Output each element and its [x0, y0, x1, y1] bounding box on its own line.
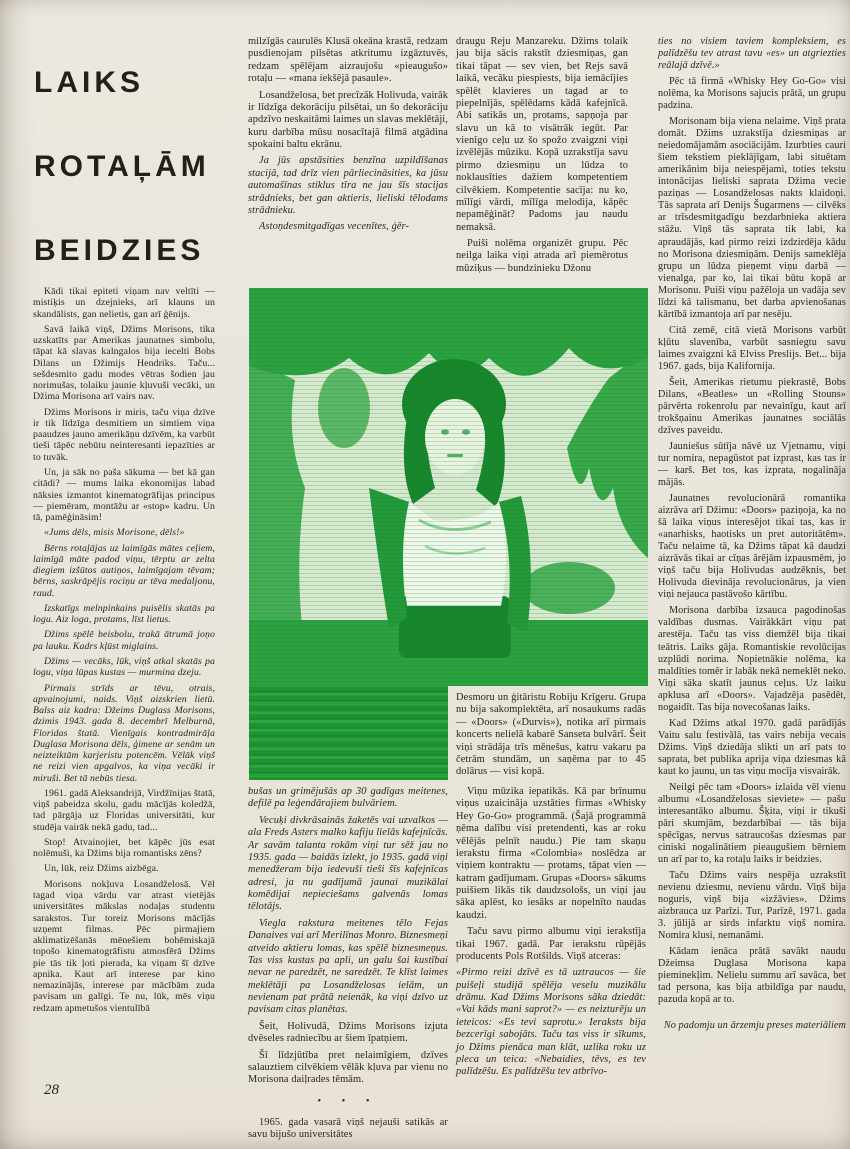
paragraph: Morisonam bija viena nelaime. Viņš prata domāt. Džims uzrakstīja dziesmiņas ar neiedomājamām asociācijām. Izurbties cauri šiem tekstiem pieklājīgam, labi situētam amerikānim bija neiespējami, toties tekstu intonācijas lieliski saprata Džima vecie paziņas — Losandželosas nakts klaidoņi. Tās saprata arī Denijs Šugarmens — cilvēks ar trīsdesmitgadīgu bezdarbnieka aktiera stāžu. Viņš tās saprata tik labi, ka apraudājās, kad pirmo reizi izdzirdēja kādu no Morisona dziesmiņām. Denijs sameklēja grupu un lūdza pieņemt viņu darbā — vienalga, par ko, lai tikai būtu kopā ar Morisonu. Puiši viņu pažēloja un vadāja sev līdzi kā talismanu, bet darba apvienošanas kārtībā izmantoja arī par nesēju. — [658, 116, 846, 320]
paragraph: Pirmais strīds ar tēvu, otrais, apvainojumi, naids. Viņš aizskrien lietū. Balss aiz kadra: Džeims Duglass Morisons, dzimis 1943. gada 8. decembrī Melburnā, Floridas štatā. Vienīgais kontradmirāļa Duglasa Morisona dēls, ģimene ar senām un neizteiktām karjeristu potencēm. Vēlāk viņš ne reizi vien apgalvos, ka viņa vecāki ir miruši. Bet tā nebūs tiesa. — [33, 682, 215, 784]
column-3-below-photo — [456, 692, 646, 780]
paragraph: Vecuķi divkrāsainās žaketēs vai uzvalkos — ala Freds Asters malko kafiju lielās kafejnīcās. Ar savām talanta rokām viņi tur sēž jau no 1935. gada — baidās izlekt, jo 1935. gadā viņi menedžeram bija iedevuši tieši šīs kafejnīcas adresi, ja nu gadījumā jaunai muzikālai komēdijai nepieciešams galvenās lomas tēlotājs. — [248, 814, 448, 913]
paragraph: Bērns rotaļājas uz laimīgās mātes ceļiem, laimīgā māte padod viņu, tērptu ar zelta diegiem izšūtos autiņos, laimīgajam tēvam; bērns, saskrāpējis rociņu ar tēva medaljonu, raud. — [33, 542, 215, 599]
paragraph: No padomju un ārzemju preses materiāliem — [663, 1020, 846, 1032]
paragraph: draugu Reju Manzareku. Džims tolaik jau bija sācis rakstīt dziesmiņas, gan tikai tāpat — sev vien, bet Rejs savā laikā, vecāku piespiests, bija iemācījies spēlēt klavieres un tagad ar to piepelnījās, spēlēdams kādā kafejnīcā. Abi satikās un, protams, sapņoja par slavu un kā to visātrāk iegūt. Par vienīgo ceļu uz šo spožo zvaigzni viņi izvēlējās mūziku. Kopā uzrakstīja savu pirmo dziesmiņu un lūdza to noklausīties dažiem kompetentiem cilvēkiem. Kompetentie sacīja: nu ko, mīlīgi vārdi, mīlīga melodija, kāpēc nepamēģināt? Padoms jau naudu nemaksā. — [456, 36, 628, 233]
headline-line: BEIDZIES — [34, 234, 205, 267]
morrison-photo-lower-strip — [249, 686, 448, 780]
paragraph: 1965. gada vasarā viņš nejauši satikās ar savu bijušo universitātes — [248, 1117, 448, 1141]
page-number: 28 — [44, 1082, 59, 1098]
paragraph: Losandželosa, bet precīzāk Holivuda, vairāk ir līdzīga dekorāciju pilsētai, un šo dekorāciju apdzīvo neskaitāmi laimes un slavas meklētāji, kuru darbība mūsu nosacītajā filmā atgādina spokaini baltu ekrānu. — [248, 89, 448, 150]
paragraph: Džims Morisons ir miris, taču viņa dzīve ir tik līdzīga desmitiem un simtiem viņa paaudzes jauno amerikāņu dzīvēm, ka varbūt tieši tāpēc nebūtu neinteresanti iepazīties ar to tuvāk. — [33, 406, 215, 463]
morrison-photo — [249, 288, 648, 686]
paragraph: «Pirmo reizi dzīvē es tā uztraucos — šie puišeļi studijā spēlēja veselu muzikālu drāmu. Kad Džims Morisons sāka dziedāt: «Vai kāds mani saprot?» — es neizturēju un ieteicos: «Es tevi saprotu.» Ieraksts bija bezcerīgi sabojāts. Taču tas viss ir sīkums, jo Džims pienāca man klāt, uzlika roku uz pleca un teica: «Nebaidies, tēvs, es tev palīdzēšu. Es palīdzēšu tev atbrīvo- — [456, 967, 646, 1078]
paragraph: Un, ja sāk no paša sākuma — bet kā gan citādi? — mums laika ekonomijas labad nāksies izmantot kinematogrāfijas principus — piemēram, montāžu ar «stop» kadru. Un tā, pamēģināsim! — [33, 466, 215, 524]
paragraph: Un, lūk, reiz Džims aizbēga. — [44, 863, 159, 875]
headline-line: ROTAĻĀM — [34, 150, 210, 183]
paragraph: Šeit, Holivudā, Džims Morisons izjuta dvēseles radniecību ar šiem īpatņiem. — [248, 1020, 448, 1045]
paragraph: «Jums dēls, misis Morisone, dēls!» — [44, 527, 185, 539]
paragraph: Džims spēlē beisbolu, trakā ātrumā joņo pa lauku. Kadrs kļūst miglains. — [33, 629, 215, 652]
paragraph: Izskatīgs melnpinkains puisēlis skatās pa logu. Aiz loga, protams, līst lietus. — [33, 602, 215, 626]
paragraph: Jaunatnes revolucionārā romantika aizrāva arī Džimu: «Doors» paziņoja, ka no šā laika viņus interesējot tikai tas, kas ir «anarhisks, haotisks un pret autoritātēm». Taču nelaime tā, ka Džims tāpat kā daudzi aizrāvās tikai ar cīņas ārējām izpausmēm, jo viņš taču bija Holivudas audzēknis, bet Holivuda dievināja revolucionārus, ja vien viņi nejauca pastāvošo kārtību. — [658, 493, 846, 601]
paragraph: Kādam ienāca prātā savākt naudu Džeimsa Duglasa Morisona kapa pieminekļim. Nelielu summu arī savāca, bet tad persona, kas bija atbildīga par naudu, pazuda kopā ar to. — [658, 946, 846, 1006]
paragraph: Morisons nokļuva Losandželosā. Vēl tagad viņa vārdu var atrast vietējās universitātes mākslas nodaļas studentu sarakstos. Tur toreiz Morisons mācījās uzņemt filmas. Pēc pirmajiem aklimatizēšanās mēnešiem bohēmiskajā topošo kinematogrāfistu atmosfērā Džims pie tās tik ļoti pierada, ka viņam šī dzīve apnika. Kaut arī interese par kino nemazinājās, interese par mācībām zuda pavisam un galīgi. Te nu, lūk, mēs viņu redzam apmetušos vientulībā — [33, 878, 215, 1014]
paragraph: Šī līdzjūtība pret nelaimīgiem, dzīves salauztiem cilvēkiem vēlāk kļuva par vienu no Morisona daiļrades tēmām. — [248, 1049, 448, 1086]
paragraph: • • • — [317, 1095, 379, 1107]
paragraph: Astoņdesmitgadīgas vecenītes, ģēr- — [259, 221, 410, 233]
column-3-bottom — [456, 786, 646, 1118]
paragraph: Viegla rakstura meitenes tēlo Fejas Danaives vai arī Merilīnas Monro. Biznesmeņi atveido aktieru lomas, kas spēlē biznesmeņus. Tas viss kustas pa apli, un galu šai kustībai nevar ne paredzēt, ne saredzēt. Te klīst laimes meklētāji pa Losandželosas ielām, un nevienam pat prātā neienāk, ka viņi dzīvo uz pavisam citas planētas. — [248, 917, 448, 1016]
paragraph: Taču Džims vairs nespēja uzrakstīt nevienu dziesmu, nevienu vārdu. Viņš bija noguris, viņš bija «izžāvies». Džims aizbrauca uz Parīzi. Tur, Parīzē, 1971. gada 3. jūlijā ar sirds infarktu viņš nomira. Nomira klusi, nemanāmi. — [658, 870, 846, 942]
column-right — [658, 36, 846, 1090]
column-2-bottom — [248, 786, 448, 1141]
photo-illustration — [249, 288, 648, 686]
paragraph: Viņu mūzika iepatikās. Kā par brīnumu viņus uzaicināja uzstāties firmas «Whisky Hey Go-Go» programmā. (Šajā programmā ņēma dalību visi pretendenti, kas ar roku vēlējās pelnīt naudu.) Pie tam skaņu ierakstu firma «Colombia» noslēdza ar viņiem kontraktu — protams, tāpat vien — katram gadījumam. Grupas «Doors» sākums puišiem likās tik daudzsološs, un viņi jau sāka aplēst, ko iesāks ar nopelnīto naudas kaudzi. — [456, 786, 646, 921]
paragraph: Jauniešus sūtīja nāvē uz Vjetnamu, viņi tur nomira, nepagūstot pat izprast, kas tas ir — karš. Bet tos, kas izprata, nogalināja mājās. — [658, 441, 846, 489]
paragraph: milzīgās caurulēs Klusā okeāna krastā, redzam pusdienojam pilsētas atkritumu izgāztuvēs, redzam spēlējam aizraujošu «pieaugušo» rotaļu — «mana iekšējā pasaule». — [248, 36, 448, 85]
paragraph: Džims — vecāks, lūk, viņš atkal skatās pa logu, viņa lūpas kustas — murmina dzeju. — [33, 655, 215, 679]
paragraph: ties no visiem taviem kompleksiem, es palīdzēšu tev atrast tavu «es» un atgriezties reālajā dzīvē.» — [658, 36, 846, 72]
paragraph: Neilgi pēc tam «Doors» izlaida vēl vienu albumu «Losandželosas sieviete» — pašu interesantāko albumu. Šķita, viņi ir tikuši pāri skumjām, bezdarbībai — tās bija spēcīgas, nervus satraucošas dziesmas par ciniski nogalinātiem pieaugušiem bērniem un arī par to, ka rotaļu laiks ir beidzies. — [658, 781, 846, 866]
paragraph: Kādi tikai epiteti viņam nav veltīti — mistiķis un dzejnieks, arī klauns un skandālists, gan nelietis, gan arī ģēnijs. — [33, 286, 215, 320]
paragraph: Desmoru un ģitāristu Robiju Krīgeru. Grupa nu bija sakomplektēta, arī nosaukums radās — «Doors» («Durvis»), notika arī pirmais koncerts nelielā kabarē Sanseta bulvārī. Šeit viņi strādāja trīs mēnešus, katru vakaru pa četrām stundām, un saņēma par to 45 dolārus — visi kopā. — [456, 692, 646, 778]
paragraph: Puiši nolēma organizēt grupu. Pēc neilga laika viņi atrada arī piemērotus mūziķus — bundzinieku Džonu — [456, 238, 628, 274]
paragraph: Šeit, Amerikas rietumu piekrastē, Bobs Dilans, «Beatles» un «Rolling Stouns» pārvērta rokenrolu par nevainīgu, kaut arī trokšņainu Amerikas jaunatnes sociālās dzīves paveidu. — [658, 376, 846, 436]
paragraph: Citā zemē, citā vietā Morisons varbūt kļūtu slavenība, varbūt sasniegtu savu laimes zvaigzni kā Elviss Preslijs. Bet... bija 1967. gads, bija Kalifornija. — [658, 324, 846, 372]
paragraph: Pēc tā firmā «Whisky Hey Go-Go» visi nolēma, ka Morisons sajucis prātā, un grupu padzina. — [658, 76, 846, 112]
paragraph: Taču savu pirmo albumu viņi ierakstīja tikai 1967. gadā. Par ierakstu rūpējās producents Pols Rotšilds. Viņš atceras: — [456, 926, 646, 962]
paragraph: Savā laikā viņš, Džims Morisons, tika uzskatīts par Amerikas jaunatnes simbolu, tāpat kā slavas kalngalos bija iecelti Bobs Dilans un Džimijs Hendriks. Taču... sešdesmito gadu modes vētras šodien jau norimušas, tolaiku jaunie kļuvuši vecāki, un Džima Morisona arī vairs nav. — [33, 323, 215, 403]
paragraph: 1961. gadā Aleksandrijā, Virdžīnijas štatā, viņš pabeidza skolu, gadu mācījās koledžā, tad pārgāja uz Floridas universitāti, kur studēja vairāk nekā gadu, tad... — [33, 787, 215, 833]
column-left — [33, 286, 215, 1078]
column-2-top — [248, 36, 448, 286]
paragraph: Morisona darbība izsauca pagodinošas valdības dusmas. Vairākkārt viņu pat arestēja. Taču tas viss diemžēl bija tikai teātris. Laiks gāja. Romantiskie revolūcijas uzplūdi norima. Nopietnākie nolēma, ka maldīties tomēr ir labāk nekā nemeklēt neko. Viņi sāka skatīt jaunus ceļus. Uz laiku apklusa arī «Doors». Vajadzēja pasēdēt, nogaidīt. Tas bija novecošanas laiks. — [658, 605, 846, 713]
column-3-top — [456, 36, 628, 288]
paragraph: Stop! Atvainojiet, bet kāpēc jūs esat nolēmuši, ka Džims bija romantisks zēns? — [33, 836, 215, 860]
paragraph: Ja jūs apstāsities benzīna uzpildīšanas stacijā, tad drīz vien pārliecināsities, ka jūsu automašīnas stiklus tīra ne jau šīs stacijas strādnieks, bet gan aktieris, lieliski tēlodams strādnieku. — [248, 155, 448, 216]
paragraph: bušas un grimējušās ap 30 gadīgas meitenes, defilē pa leģendārajiem bulvāriem. — [248, 786, 448, 810]
headline-line: LAIKS — [34, 66, 144, 99]
article-headline — [30, 66, 235, 318]
paragraph: Kad Džims atkal 1970. gadā parādījās Vaitu salu festivālā, tas vairs nebija vecais Džims. Viņš dziedāja slikti un arī pats to saprata, bet publika aprija viņa dziesmas kā kaut ko jaunu, un tas viņu mocīja visvairāk. — [658, 717, 846, 777]
